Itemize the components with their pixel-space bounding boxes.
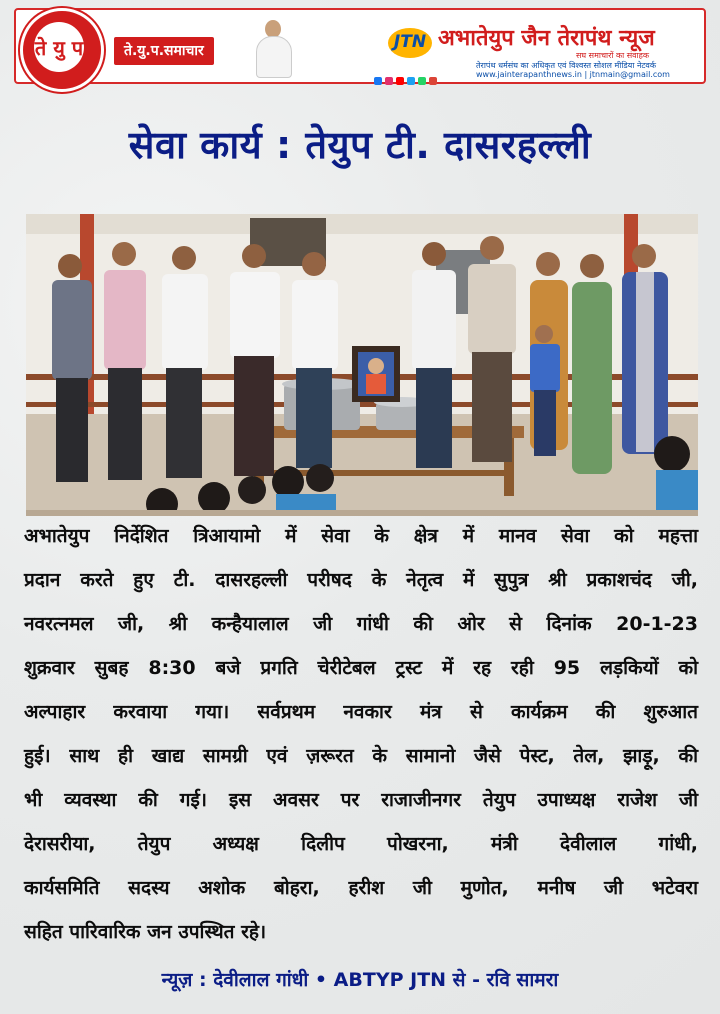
paragraph-line: अल्पाहार करवाया गया। सर्वप्रथम नवकार मंत्र से कार्यक्रम की शुरुआत [24, 701, 698, 723]
jtn-logo-text: JTN [393, 32, 427, 52]
youtube-icon [396, 77, 404, 85]
samachar-tag: ते.यु.प.समाचार [114, 37, 214, 65]
paragraph-line: देरासरीया, तेयुप अध्यक्ष दिलीप पोखरना, मंत्री देवीलाल गांधी, [24, 833, 698, 855]
news-subtitle: सघ समाचारों का संवाहक [576, 51, 650, 60]
paragraph-line: शुक्रवार सुबह 8:30 बजे प्रगति चेरीटेबल ट्रस्ट में रह रही 95 लड़कियों को [24, 657, 698, 679]
twitter-icon [407, 77, 415, 85]
facebook-icon [374, 77, 382, 85]
credit-footer: न्यूज़ : देवीलाल गांधी • ABTYP JTN से - रवि सामरा [161, 969, 559, 991]
social-icons [374, 70, 454, 80]
news-title: अभातेयुप जैन तेरापंथ न्यूज [438, 26, 655, 51]
paragraph-line: सहित पारिवारिक जन उपस्थित रहे। [24, 921, 267, 943]
abtyp-logo [20, 8, 104, 92]
instagram-icon [385, 77, 393, 85]
paragraph-line: कार्यसमिति सदस्य अशोक बोहरा, हरीश जी मुणोत, मनीष जी भटेवरा [24, 877, 699, 899]
paragraph-line: हुई। साथ ही खाद्य सामग्री एवं ज़रूरत के सामानो जैसे पेस्ट, तेल, झाड़ू, की [24, 745, 698, 767]
paragraph-line: नवरत्नमल जी, श्री कन्हैयालाल जी गांधी की ओर से दिनांक 20-1-23 [24, 613, 698, 635]
acharya-figure-image [252, 16, 294, 78]
paragraph-line: प्रदान करते हुए टी. दासरहल्ली परीषद के नेतृत्व में सुपुत्र श्री प्रकाशचंद जी, [24, 569, 698, 591]
page-title: सेवा कार्य : तेयुप टी. दासरहल्ली [128, 123, 592, 167]
news-contact: www.jainterapanthnews.in | jtnmain@gmail.com [476, 70, 670, 79]
whatsapp-icon [418, 77, 426, 85]
logo-inner [34, 22, 84, 72]
event-photo [26, 214, 698, 516]
paragraph-line: अभातेयुप निर्देशित त्रिआयामो में सेवा के क्षेत्र में मानव सेवा को महत्ता [24, 525, 698, 547]
news-tagline: तेरापंथ धर्मसंघ का अधिकृत एवं विश्वस्त सोशल मीडिया नेटवर्क [476, 61, 657, 70]
google-plus-icon [429, 77, 437, 85]
header-banner [14, 8, 706, 84]
paragraph-line: भी व्यवस्था की गई। इस अवसर पर राजाजीनगर तेयुप उपाध्यक्ष राजेश जी [24, 789, 698, 811]
jtn-logo [388, 28, 432, 58]
logo-text: ते यु प [34, 36, 84, 60]
